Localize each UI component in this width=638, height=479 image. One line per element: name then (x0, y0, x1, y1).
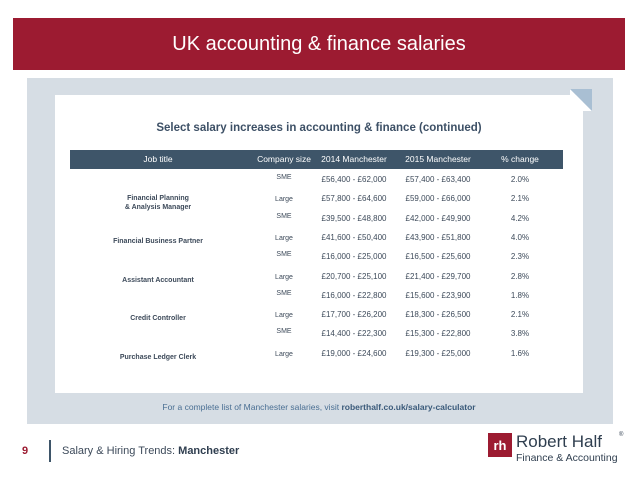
job-title-cell (70, 237, 246, 246)
salary-2015-cell: £16,500 - £25,600 (405, 252, 471, 262)
salary-2014-cell: £16,000 - £25,000 (321, 252, 387, 262)
salary-2014-cell: £20,700 - £25,100 (321, 271, 387, 281)
salary-2015-cell: £42,000 - £49,900 (405, 213, 471, 223)
column-header-job-title: Job title (143, 154, 173, 164)
publication-city: Manchester (178, 445, 240, 457)
job-title-line: Financial Business Partner (113, 237, 203, 245)
job-title-cell (70, 276, 246, 285)
salary-2015-cell: £18,300 - £26,500 (405, 310, 471, 320)
salary-2014-cell: £19,000 - £24,600 (321, 348, 387, 358)
rh-logo-icon (488, 433, 512, 457)
salary-2014-cell: £56,400 - £62,000 (321, 175, 387, 184)
percent-change-cell: 1.8% (510, 290, 530, 300)
footer-divider (49, 440, 51, 462)
column-header-change: % change (501, 154, 539, 164)
percent-change-cell: 2.0% (510, 175, 530, 184)
salary-2014-cell: £16,000 - £22,800 (321, 290, 387, 300)
logo-mark-text: rh (493, 438, 507, 453)
logo-name: Robert Half (516, 432, 602, 451)
publication-name: Salary & Hiring Trends: (62, 445, 179, 457)
company-size-cell: Large (275, 273, 293, 281)
page-number: 9 (22, 445, 29, 457)
footnote (55, 402, 583, 412)
company-size-cell: Large (275, 196, 293, 204)
salary-2015-cell: £15,600 - £23,900 (405, 290, 471, 300)
salary-2015-cell: £21,400 - £29,700 (405, 271, 471, 281)
table-title: Select salary increases in accounting & finance (continued) (156, 122, 482, 134)
salary-2015-cell: £57,400 - £63,400 (405, 175, 471, 184)
job-title-line: Financial Planning (127, 194, 189, 202)
table-header (70, 150, 563, 169)
robert-half-logo (488, 432, 628, 468)
company-size-cell: SME (276, 212, 292, 220)
salary-2015-cell: £59,000 - £66,000 (405, 194, 471, 204)
company-size-cell: SME (276, 289, 292, 297)
salary-2014-cell: £14,400 - £22,300 (321, 329, 387, 339)
percent-change-cell: 4.2% (510, 213, 530, 223)
salary-2015-cell: £15,300 - £22,800 (405, 329, 471, 339)
job-title-line: Purchase Ledger Clerk (119, 353, 197, 361)
job-title-line: & Analysis Manager (124, 203, 192, 211)
salary-calculator-link[interactable]: roberthalf.co.uk/salary-calculator (341, 402, 476, 412)
percent-change-cell: 2.3% (510, 252, 530, 262)
job-title-cell (70, 314, 246, 323)
percent-change-cell: 3.8% (510, 329, 530, 339)
company-size-cell: SME (276, 251, 292, 259)
salary-2014-cell: £57,800 - £64,600 (321, 194, 387, 204)
salary-2014-cell: £17,700 - £26,200 (321, 310, 387, 320)
page-banner (13, 18, 625, 70)
publication-title (62, 445, 239, 457)
logo-registered: ® (619, 432, 624, 438)
column-header-company-size: Company size (257, 154, 311, 164)
job-title-line: Assistant Accountant (122, 276, 194, 284)
percent-change-cell: 2.1% (510, 310, 530, 320)
company-size-cell: Large (275, 350, 293, 358)
column-header-2015: 2015 Manchester (405, 154, 471, 164)
company-size-cell: Large (275, 312, 293, 320)
job-title-line: Credit Controller (130, 315, 186, 323)
salary-2015-cell: £43,900 - £51,800 (405, 232, 471, 242)
logo-tagline: Finance & Accounting (516, 452, 618, 464)
salary-2015-cell: £19,300 - £25,000 (405, 348, 471, 358)
percent-change-cell: 2.8% (510, 271, 530, 281)
footnote-text: For a complete list of Manchester salaries, visit (162, 402, 342, 412)
company-size-cell: SME (276, 328, 292, 336)
salary-2014-cell: £41,600 - £50,400 (321, 232, 387, 242)
salary-2014-cell: £39,500 - £48,800 (321, 213, 387, 223)
company-size-cell: Large (275, 234, 293, 242)
percent-change-cell: 4.0% (510, 232, 530, 242)
percent-change-cell: 2.1% (510, 194, 530, 204)
page-title: UK accounting & finance salaries (172, 32, 466, 55)
job-title-cell (70, 194, 246, 212)
company-size-cell: SME (276, 174, 292, 181)
column-header-2014: 2014 Manchester (321, 154, 387, 164)
page-curl-icon (570, 89, 592, 111)
percent-change-cell: 1.6% (510, 348, 530, 358)
job-title-cell (70, 353, 246, 362)
